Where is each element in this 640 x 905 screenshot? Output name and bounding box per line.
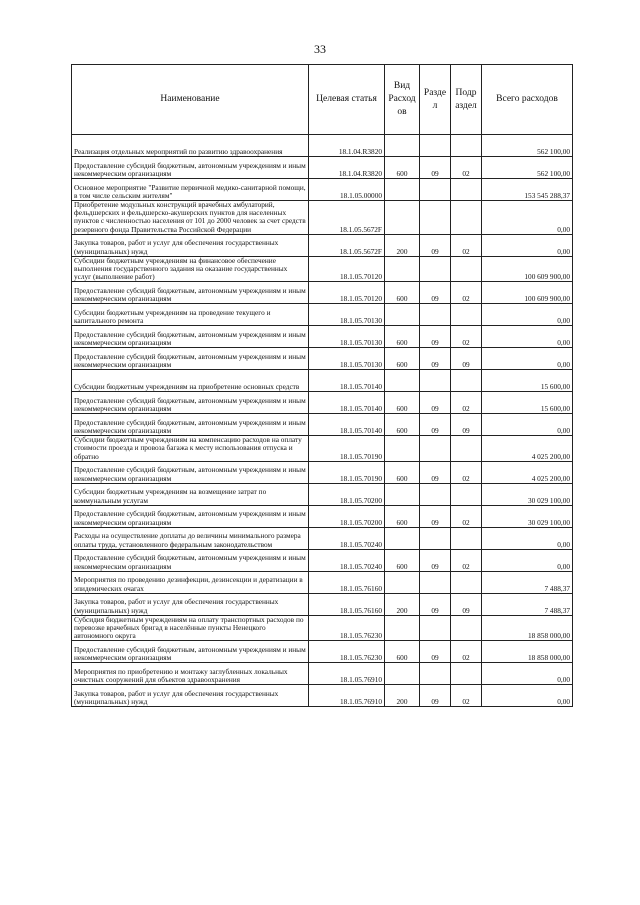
- row-section: 09: [420, 505, 451, 527]
- row-target-article: 18.1.05.70120: [309, 282, 385, 304]
- page-number: 33: [314, 42, 326, 56]
- row-target-article: 18.1.05.5672F: [309, 234, 385, 256]
- row-amount: 4 025 200,00: [482, 436, 573, 462]
- row-subsection: [451, 483, 482, 505]
- row-subsection: 02: [451, 326, 482, 348]
- row-subsection: 02: [451, 282, 482, 304]
- row-target-article: 18.1.05.70190: [309, 436, 385, 462]
- row-name: Реализация отдельных мероприятий по развитию здравоохранения: [72, 135, 309, 157]
- row-subsection: 09: [451, 348, 482, 370]
- table-row: [72, 527, 573, 549]
- row-amount: 153 545 288,37: [482, 179, 573, 201]
- row-section: [420, 571, 451, 593]
- table-row: [72, 615, 573, 641]
- row-target-article: 18.1.05.70120: [309, 256, 385, 282]
- table-row: [72, 282, 573, 304]
- header-section: Разде л: [420, 65, 451, 135]
- row-section: 09: [420, 282, 451, 304]
- row-target-article: 18.1.05.76910: [309, 685, 385, 707]
- row-target-article: 18.1.05.76230: [309, 641, 385, 663]
- row-subsection: [451, 436, 482, 462]
- row-amount: 30 029 100,00: [482, 505, 573, 527]
- table-row: [72, 685, 573, 707]
- row-amount: 0,00: [482, 527, 573, 549]
- row-name: Предоставление субсидий бюджетным, автономным учреждениям и иным некоммерческим организациям: [72, 505, 309, 527]
- row-name: Закупка товаров, работ и услуг для обеспечения государственных (муниципальных) нужд: [72, 234, 309, 256]
- row-section: 09: [420, 593, 451, 615]
- row-subsection: [451, 304, 482, 326]
- row-section: 09: [420, 157, 451, 179]
- row-target-article: 18.1.04.R3820: [309, 135, 385, 157]
- row-amount: 0,00: [482, 348, 573, 370]
- row-amount: 562 100,00: [482, 135, 573, 157]
- row-expense-type: [385, 527, 420, 549]
- table-row: [72, 157, 573, 179]
- row-name: Предоставление субсидий бюджетным, автономным учреждениям и иным некоммерческим организациям: [72, 641, 309, 663]
- table-row: [72, 436, 573, 462]
- row-section: [420, 436, 451, 462]
- row-name: Предоставление субсидий бюджетным, автономным учреждениям и иным некоммерческим организациям: [72, 326, 309, 348]
- row-expense-type: [385, 436, 420, 462]
- table-row: [72, 256, 573, 282]
- row-subsection: [451, 179, 482, 201]
- row-amount: 18 858 000,00: [482, 641, 573, 663]
- row-name: Закупка товаров, работ и услуг для обеспечения государственных (муниципальных) нужд: [72, 593, 309, 615]
- row-section: [420, 663, 451, 685]
- row-section: 09: [420, 461, 451, 483]
- row-target-article: 18.1.05.70240: [309, 527, 385, 549]
- row-target-article: 18.1.05.70200: [309, 483, 385, 505]
- row-expense-type: 200: [385, 685, 420, 707]
- row-expense-type: 600: [385, 282, 420, 304]
- row-subsection: [451, 201, 482, 235]
- row-name: Субсидии бюджетным учреждениям на финансовое обеспечение выполнения государственного задания на оказание государственных услуг (выполнение работ): [72, 256, 309, 282]
- table-row: [72, 461, 573, 483]
- table-row: [72, 392, 573, 414]
- row-amount: 0,00: [482, 663, 573, 685]
- row-name: Предоставление субсидий бюджетным, автономным учреждениям и иным некоммерческим организациям: [72, 549, 309, 571]
- row-section: [420, 256, 451, 282]
- row-name: Предоставление субсидий бюджетным, автономным учреждениям и иным некоммерческим организациям: [72, 157, 309, 179]
- row-section: [420, 483, 451, 505]
- row-section: 09: [420, 641, 451, 663]
- row-section: 09: [420, 685, 451, 707]
- row-name: Предоставление субсидий бюджетным, автономным учреждениям и иным некоммерческим организациям: [72, 461, 309, 483]
- row-target-article: 18.1.05.76910: [309, 663, 385, 685]
- row-amount: 18 858 000,00: [482, 615, 573, 641]
- table-row: [72, 571, 573, 593]
- row-expense-type: 200: [385, 234, 420, 256]
- row-expense-type: 600: [385, 641, 420, 663]
- row-section: 09: [420, 414, 451, 436]
- row-subsection: 02: [451, 157, 482, 179]
- budget-table: [71, 64, 573, 707]
- header-target-article: Целевая статья: [309, 65, 385, 135]
- row-name: Предоставление субсидий бюджетным, автономным учреждениям и иным некоммерческим организациям: [72, 348, 309, 370]
- row-name: Предоставление субсидий бюджетным, автономным учреждениям и иным некоммерческим организациям: [72, 282, 309, 304]
- row-section: [420, 304, 451, 326]
- row-subsection: 02: [451, 505, 482, 527]
- row-target-article: 18.1.05.76160: [309, 593, 385, 615]
- row-target-article: 18.1.05.70130: [309, 348, 385, 370]
- table-row: [72, 348, 573, 370]
- table-row: [72, 641, 573, 663]
- row-name: Расходы на осуществление доплаты до величины минимального размера оплаты труда, установленного федеральным законодательством: [72, 527, 309, 549]
- row-amount: 0,00: [482, 414, 573, 436]
- table-row: [72, 234, 573, 256]
- row-expense-type: 600: [385, 157, 420, 179]
- table-row: [72, 414, 573, 436]
- row-target-article: 18.1.05.70190: [309, 461, 385, 483]
- row-target-article: 18.1.05.70240: [309, 549, 385, 571]
- row-amount: 0,00: [482, 685, 573, 707]
- row-target-article: 18.1.05.70140: [309, 370, 385, 392]
- row-target-article: 18.1.05.76230: [309, 615, 385, 641]
- row-amount: 30 029 100,00: [482, 483, 573, 505]
- row-expense-type: 600: [385, 414, 420, 436]
- row-target-article: 18.1.05.70140: [309, 392, 385, 414]
- row-expense-type: 600: [385, 392, 420, 414]
- row-expense-type: 200: [385, 593, 420, 615]
- row-expense-type: [385, 483, 420, 505]
- row-amount: 100 609 900,00: [482, 256, 573, 282]
- row-name: Закупка товаров, работ и услуг для обеспечения государственных (муниципальных) нужд: [72, 685, 309, 707]
- row-amount: 0,00: [482, 326, 573, 348]
- row-name: Субсидии бюджетным учреждениям на возмещение затрат по коммунальным услугам: [72, 483, 309, 505]
- row-subsection: 09: [451, 593, 482, 615]
- row-section: 09: [420, 392, 451, 414]
- row-section: 09: [420, 348, 451, 370]
- table-row: [72, 370, 573, 392]
- table-row: [72, 505, 573, 527]
- row-subsection: 02: [451, 685, 482, 707]
- row-subsection: 02: [451, 461, 482, 483]
- row-amount: 0,00: [482, 201, 573, 235]
- row-amount: 7 488,37: [482, 593, 573, 615]
- row-name: Субсидии бюджетным учреждениям на компенсацию расходов на оплату стоимости проезда и провоза багажа к месту использования отпуска и обратно: [72, 436, 309, 462]
- row-expense-type: [385, 135, 420, 157]
- row-section: [420, 370, 451, 392]
- row-amount: 7 488,37: [482, 571, 573, 593]
- row-amount: 0,00: [482, 234, 573, 256]
- row-subsection: [451, 370, 482, 392]
- table-row: [72, 304, 573, 326]
- row-name: Приобретение модульных конструкций врачебных амбулаторий, фельдшерских и фельдшерско-акушерских пунктов для населенных пунктов с численностью населения от 101 до 2000 человек за счет средств резервного фонда Правительства Российской Федерации: [72, 201, 309, 235]
- row-subsection: 02: [451, 392, 482, 414]
- row-amount: 15 600,00: [482, 392, 573, 414]
- row-expense-type: 600: [385, 549, 420, 571]
- row-name: Субсидии бюджетным учреждениям на приобретение основных средств: [72, 370, 309, 392]
- row-expense-type: [385, 256, 420, 282]
- table-row: [72, 179, 573, 201]
- row-section: 09: [420, 326, 451, 348]
- table-row: [72, 201, 573, 235]
- row-target-article: 18.1.05.00000: [309, 179, 385, 201]
- table-row: [72, 663, 573, 685]
- row-subsection: 02: [451, 549, 482, 571]
- row-section: [420, 179, 451, 201]
- row-expense-type: [385, 304, 420, 326]
- row-expense-type: 600: [385, 505, 420, 527]
- row-target-article: 18.1.05.5672F: [309, 201, 385, 235]
- header-total-expenses: Всего расходов: [482, 65, 573, 135]
- row-section: [420, 527, 451, 549]
- table-header-row: [72, 65, 573, 135]
- row-name: Субсидии бюджетным учреждениям на проведение текущего и капитального ремонта: [72, 304, 309, 326]
- table-row: [72, 593, 573, 615]
- row-subsection: [451, 527, 482, 549]
- row-section: 09: [420, 234, 451, 256]
- row-amount: 100 609 900,00: [482, 282, 573, 304]
- row-section: [420, 615, 451, 641]
- row-name: Мероприятия по проведению дезинфекции, дезинсекции и дератизации в эпидемических очагах: [72, 571, 309, 593]
- row-subsection: [451, 135, 482, 157]
- row-expense-type: [385, 571, 420, 593]
- row-amount: 4 025 200,00: [482, 461, 573, 483]
- row-expense-type: [385, 615, 420, 641]
- row-expense-type: [385, 663, 420, 685]
- row-name: Основное мероприятие "Развитие первичной медико-санитарной помощи, в том числе сельским жителям": [72, 179, 309, 201]
- row-target-article: 18.1.05.70130: [309, 304, 385, 326]
- row-section: [420, 201, 451, 235]
- row-target-article: 18.1.05.70130: [309, 326, 385, 348]
- header-expense-type: Вид Расход ов: [385, 65, 420, 135]
- row-expense-type: [385, 370, 420, 392]
- row-expense-type: 600: [385, 348, 420, 370]
- row-expense-type: [385, 179, 420, 201]
- row-amount: 0,00: [482, 304, 573, 326]
- table-row: [72, 549, 573, 571]
- row-target-article: 18.1.05.76160: [309, 571, 385, 593]
- row-amount: 0,00: [482, 549, 573, 571]
- row-subsection: [451, 615, 482, 641]
- row-name: Субсидия бюджетным учреждениям на оплату транспортных расходов по перевозке врачебных бригад в населённые пункты Ненецкого автономного округа: [72, 615, 309, 641]
- row-subsection: 02: [451, 234, 482, 256]
- row-target-article: 18.1.05.70200: [309, 505, 385, 527]
- row-expense-type: 600: [385, 326, 420, 348]
- table-row: [72, 135, 573, 157]
- row-section: [420, 135, 451, 157]
- row-amount: 15 600,00: [482, 370, 573, 392]
- row-amount: 562 100,00: [482, 157, 573, 179]
- row-name: Предоставление субсидий бюджетным, автономным учреждениям и иным некоммерческим организациям: [72, 414, 309, 436]
- row-expense-type: [385, 201, 420, 235]
- row-section: 09: [420, 549, 451, 571]
- row-expense-type: 600: [385, 461, 420, 483]
- row-target-article: 18.1.05.70140: [309, 414, 385, 436]
- row-name: Предоставление субсидий бюджетным, автономным учреждениям и иным некоммерческим организациям: [72, 392, 309, 414]
- row-subsection: [451, 571, 482, 593]
- header-name: Наименование: [72, 65, 309, 135]
- row-subsection: 09: [451, 414, 482, 436]
- row-target-article: 18.1.04.R3820: [309, 157, 385, 179]
- header-subsection: Подр аздел: [451, 65, 482, 135]
- row-subsection: [451, 256, 482, 282]
- row-subsection: [451, 663, 482, 685]
- row-subsection: 02: [451, 641, 482, 663]
- table-row: [72, 326, 573, 348]
- row-name: Мероприятия по приобретению и монтажу заглубленных локальных очистных сооружений для объектов здравоохранения: [72, 663, 309, 685]
- table-row: [72, 483, 573, 505]
